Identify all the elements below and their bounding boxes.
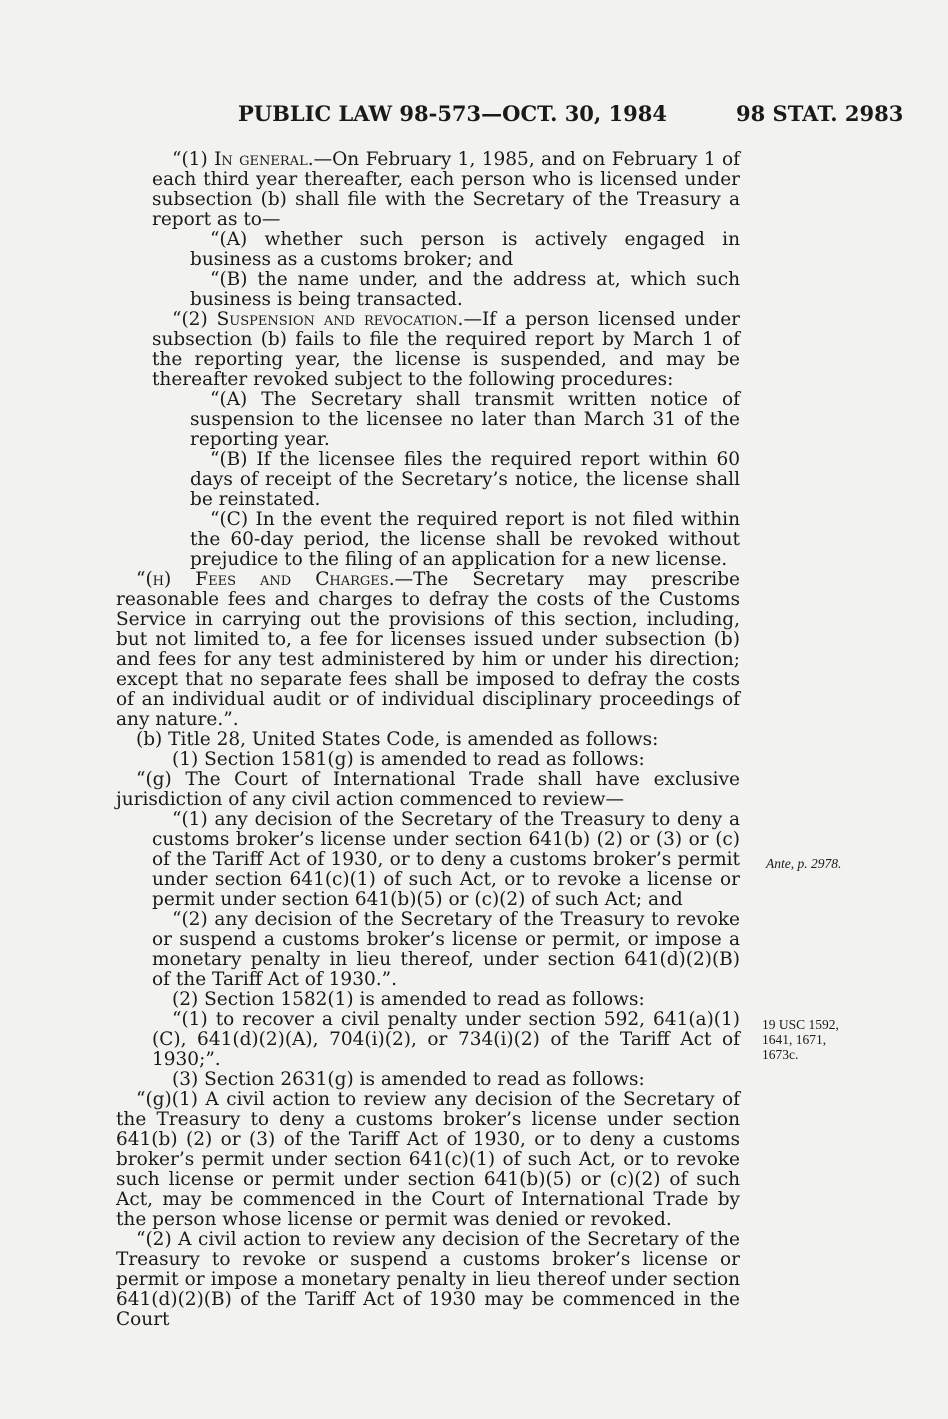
statute-text bbox=[116, 150, 740, 1330]
paragraph-civil-penalty: “(1) to recover a civil penalty under section 592, 641(a)(1)(C), 641(d)(2)(A), 704(i)(2), or 734(i)(2) of the Tariff Act of 1930;”. bbox=[152, 1009, 740, 1070]
paragraph-2631: (3) Section 2631(g) is amended to read as follows: bbox=[172, 1069, 645, 1090]
paragraph-a: “(A) whether such person is actively engaged in business as a customs broker; and bbox=[190, 229, 740, 270]
paragraph-review-2: “(2) any decision of the Secretary of the Treasury to revoke or suspend a customs broker’s license or permit, or impose a monetary penalty in lieu thereof, under section 641(d)(2)(B) of the Tariff Act of 1930.”. bbox=[152, 909, 740, 990]
margin-note-ante: Ante, p. 2978. bbox=[766, 856, 842, 871]
paragraph-reinstated: “(B) If the licensee files the required report within 60 days of receipt of the Secretary’s notice, the license shall be reinstated. bbox=[190, 449, 740, 510]
paragraph-review-1: “(1) any decision of the Secretary of the Treasury to deny a customs broker’s license under section 641(b) (2) or (3) or (c) of the Tariff Act of 1930, or to deny a customs broker’s permit under section 641(c)(1) of such Act, or to revoke a license or permit under section 641(b)(5) or (c)(2) of such Act; and bbox=[152, 809, 740, 910]
page-number: 98 STAT. 2983 bbox=[736, 101, 904, 126]
paragraph-1582: (2) Section 1582(1) is amended to read as follows: bbox=[172, 989, 645, 1010]
paragraph-suspension: “(2) Suspension and revocation.—If a person licensed under subsection (b) fails to file the required report by March 1 of the reporting year, the license is suspended, and may be thereafter revoked subject to the following procedures: bbox=[152, 309, 740, 390]
paragraph-court-jurisdiction: “(g) The Court of International Trade shall have exclusive jurisdiction of any civil action commenced to review— bbox=[116, 769, 740, 810]
running-title: PUBLIC LAW 98-573—OCT. 30, 1984 bbox=[238, 101, 667, 126]
paragraph-fees: “(h) Fees and Charges.—The Secretary may prescribe reasonable fees and charges to defray the costs of the Customs Service in carrying out the provisions of this section, including, but not limited to, a fee for licenses issued under subsection (b) and fees for any test administered by him or under his direction; except that no separate fees shall be imposed to defray the costs of an individual audit or of individual disciplinary proceedings of any nature.”. bbox=[116, 569, 740, 730]
paragraph-notice: “(A) The Secretary shall transmit written notice of suspension to the licensee no later than March 31 of the reporting year. bbox=[190, 389, 740, 450]
paragraph-g2: “(2) A civil action to review any decision of the Secretary of the Treasury to revoke or suspend a customs broker’s license or permit or impose a monetary penalty in lieu thereof under section 641(d)(2)(B) of the Tariff Act of 1930 may be commenced in the Court bbox=[116, 1229, 740, 1330]
paragraph-revoked: “(C) In the event the required report is not filed within the 60-day period, the license shall be revoked without prejudice to the filing of an application for a new license. bbox=[190, 509, 740, 570]
margin-note-usc: 19 USC 1592, 1641, 1671, 1673c. bbox=[762, 1017, 839, 1062]
paragraph-general: “(1) In general.—On February 1, 1985, and on February 1 of each third year thereafter, each person who is licensed under subsection (b) shall file with the Secretary of the Treasury a report as to— bbox=[152, 149, 740, 230]
page-header bbox=[0, 101, 948, 131]
paragraph-b: “(B) the name under, and the address at, which such business is being transacted. bbox=[190, 269, 740, 310]
paragraph-title-28: (b) Title 28, United States Code, is amended as follows: bbox=[136, 729, 659, 750]
paragraph-g1: “(g)(1) A civil action to review any decision of the Secretary of the Treasury to deny a customs broker’s license under section 641(b) (2) or (3) of the Tariff Act of 1930, or to deny a customs broker’s permit under section 641(c)(1) of such Act, or to revoke such license or permit under section 641(b)(5) or (c)(2) of such Act, may be commenced in the Court of International Trade by the person whose license or permit was denied or revoked. bbox=[116, 1089, 740, 1230]
paragraph-1581: (1) Section 1581(g) is amended to read as follows: bbox=[172, 749, 645, 770]
